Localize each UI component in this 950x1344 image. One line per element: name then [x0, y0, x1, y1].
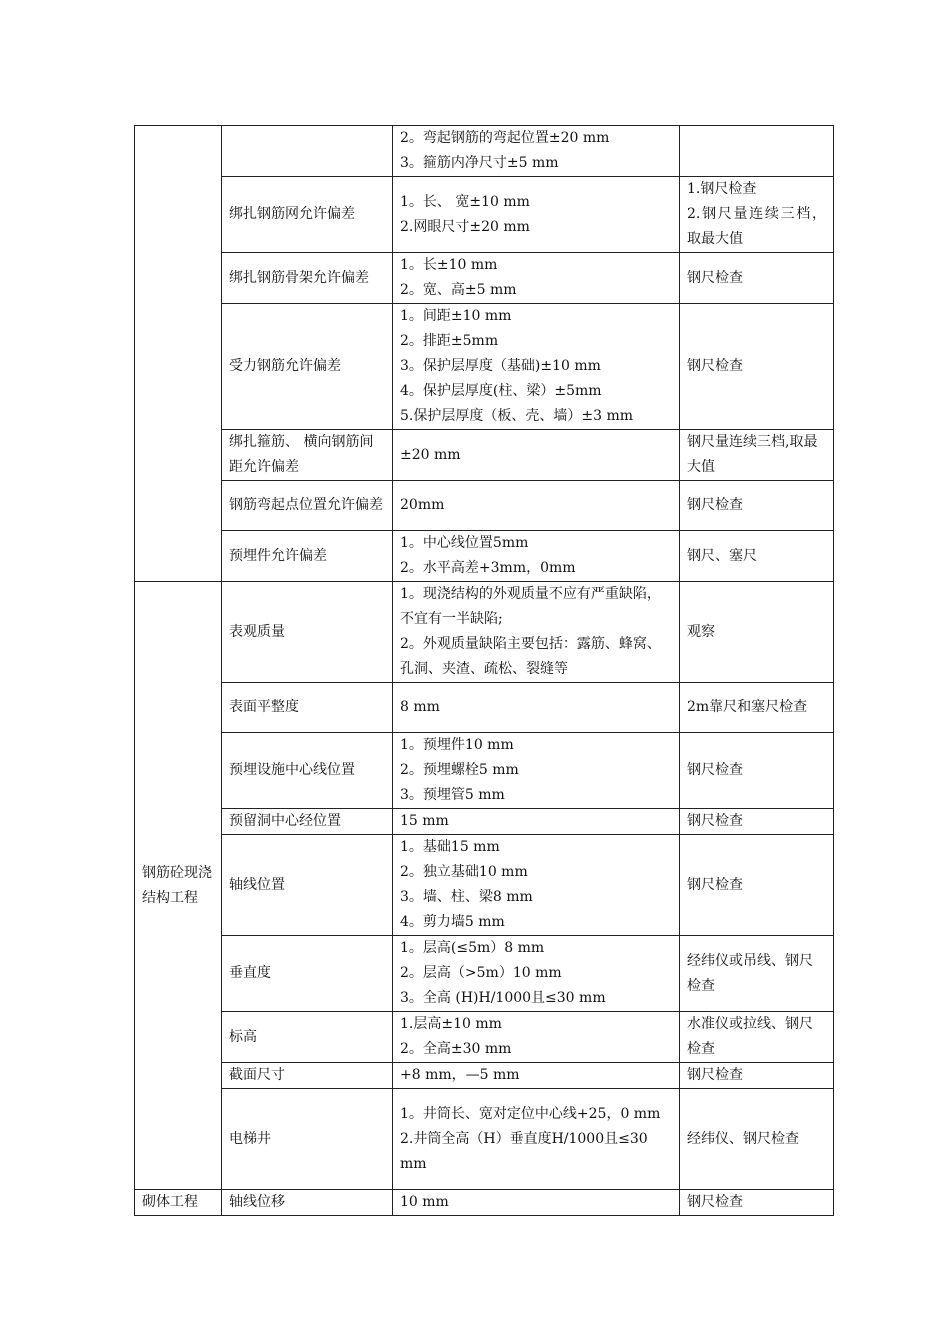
table-row	[135, 304, 834, 430]
method-cell: 钢尺检查	[680, 1063, 834, 1089]
item-cell: 预留洞中心经位置	[222, 809, 393, 835]
method-cell: 经纬仪或吊线、钢尺检查	[680, 936, 834, 1012]
tolerance-cell	[393, 1089, 680, 1190]
tolerance-cell	[393, 304, 680, 430]
table-row	[135, 430, 834, 481]
tolerance-line: 2.井筒全高（H）垂直度H/1000且≤30 mm	[400, 1130, 648, 1172]
tolerance-line: 10 mm	[400, 1194, 449, 1210]
tolerance-line: 2。预埋螺栓5 mm	[400, 762, 519, 778]
tolerance-line: 3。预埋管5 mm	[400, 787, 505, 803]
item-cell: 轴线位移	[222, 1190, 393, 1216]
tolerance-cell	[393, 809, 680, 835]
method-cell	[680, 126, 834, 177]
table-row	[135, 531, 834, 582]
tolerance-line: 1。间距±10 mm	[400, 308, 512, 324]
tolerance-cell	[393, 683, 680, 733]
table-row	[135, 1089, 834, 1190]
tolerance-cell	[393, 1012, 680, 1063]
tolerance-line: 3。全高 (H)H/1000且≤30 mm	[400, 990, 606, 1006]
tolerance-line: 2。外观质量缺陷主要包括：露筋、蜂窝、孔洞、夹渣、疏松、裂缝等	[400, 636, 661, 677]
table-row	[135, 936, 834, 1012]
tolerance-cell	[393, 936, 680, 1012]
item-cell: 表面平整度	[222, 683, 393, 733]
tolerance-cell	[393, 481, 680, 531]
tolerance-line: 8 mm	[400, 699, 440, 715]
tolerance-line: 1。现浇结构的外观质量不应有严重缺陷，不宜有一半缺陷;	[400, 586, 661, 627]
tolerance-cell	[393, 126, 680, 177]
method-cell: 钢尺检查	[680, 835, 834, 936]
table-row	[135, 1063, 834, 1089]
method-cell: 钢尺检查	[680, 253, 834, 304]
section-cell: 钢筋砼现浇结构工程	[135, 582, 222, 1190]
method-cell: 钢尺检查	[680, 733, 834, 809]
method-cell: 钢尺检查	[680, 809, 834, 835]
method-cell: 钢尺量连续三档,取最大值	[680, 430, 834, 481]
tolerance-line: 3。保护层厚度（基础)±10 mm	[400, 358, 601, 374]
table-row	[135, 683, 834, 733]
item-cell: 受力钢筋允许偏差	[222, 304, 393, 430]
method-cell: 2m靠尺和塞尺检查	[680, 683, 834, 733]
method-cell: 1.钢尺检查 2.钢尺量连续三档，取最大值	[680, 177, 834, 253]
tolerance-line: 2.网眼尺寸±20 mm	[400, 218, 530, 235]
tolerance-line: 1。层高(≤5m）8 mm	[400, 940, 545, 956]
tolerance-line: +8 mm，—5 mm	[400, 1067, 520, 1083]
tolerance-cell	[393, 1063, 680, 1089]
tolerance-cell	[393, 835, 680, 936]
tolerance-line: 20mm	[400, 497, 445, 513]
tolerance-cell	[393, 531, 680, 582]
table-row	[135, 1012, 834, 1063]
tolerance-line: 2。水平高差+3mm，0mm	[400, 560, 576, 576]
item-cell: 预埋件允许偏差	[222, 531, 393, 582]
item-cell: 标高	[222, 1012, 393, 1063]
inspection-table	[134, 125, 834, 1216]
tolerance-line: 2。宽、高±5 mm	[400, 282, 517, 298]
tolerance-line: 1。井筒长、宽对定位中心线+25，0 mm	[400, 1105, 661, 1122]
tolerance-line: 3。墙、柱、梁8 mm	[400, 889, 533, 905]
item-cell: 电梯井	[222, 1089, 393, 1190]
method-cell: 经纬仪、钢尺检查	[680, 1089, 834, 1190]
tolerance-line: 15 mm	[400, 813, 449, 829]
tolerance-line: ±20 mm	[400, 446, 461, 463]
table-row	[135, 177, 834, 253]
item-cell: 轴线位置	[222, 835, 393, 936]
item-cell: 钢筋弯起点位置允许偏差	[222, 481, 393, 531]
item-cell: 绑扎箍筋、 横向钢筋间距允许偏差	[222, 430, 393, 481]
table-row	[135, 253, 834, 304]
tolerance-line: 1。长、 宽±10 mm	[400, 193, 530, 210]
item-cell: 截面尺寸	[222, 1063, 393, 1089]
tolerance-line: 1。预埋件10 mm	[400, 737, 514, 753]
tolerance-line: 2。排距±5mm	[400, 333, 499, 349]
method-cell: 钢尺、塞尺	[680, 531, 834, 582]
tolerance-line: 1。长±10 mm	[400, 257, 498, 273]
table-row	[135, 126, 834, 177]
table-row	[135, 582, 834, 683]
method-cell: 钢尺检查	[680, 481, 834, 531]
item-cell: 表观质量	[222, 582, 393, 683]
section-cell	[135, 126, 222, 582]
tolerance-line: 2。全高±30 mm	[400, 1041, 512, 1057]
tolerance-line: 4。保护层厚度(柱、梁）±5mm	[400, 383, 602, 399]
tolerance-line: 4。剪力墙5 mm	[400, 914, 505, 930]
table-row	[135, 1190, 834, 1216]
item-cell: 绑扎钢筋网允许偏差	[222, 177, 393, 253]
method-cell: 钢尺检查	[680, 1190, 834, 1216]
tolerance-line: 1.层高±10 mm	[400, 1016, 502, 1032]
item-cell: 绑扎钢筋骨架允许偏差	[222, 253, 393, 304]
table-row	[135, 835, 834, 936]
tolerance-cell	[393, 582, 680, 683]
tolerance-cell	[393, 253, 680, 304]
method-cell: 观察	[680, 582, 834, 683]
method-cell: 钢尺检查	[680, 304, 834, 430]
tolerance-line: 2。层高（>5m）10 mm	[400, 965, 562, 981]
item-cell: 预埋设施中心线位置	[222, 733, 393, 809]
tolerance-line: 1。中心线位置5mm	[400, 535, 529, 551]
tolerance-line: 2。弯起钢筋的弯起位置±20 mm	[400, 130, 610, 146]
tolerance-cell	[393, 1190, 680, 1216]
tolerance-line: 5.保护层厚度（板、壳、墙）±3 mm	[400, 408, 633, 424]
item-cell	[222, 126, 393, 177]
method-cell: 水准仪或拉线、钢尺检查	[680, 1012, 834, 1063]
table-row	[135, 481, 834, 531]
tolerance-line: 1。基础15 mm	[400, 839, 500, 855]
tolerance-line: 3。箍筋内净尺寸±5 mm	[400, 155, 559, 171]
table-row	[135, 809, 834, 835]
tolerance-cell	[393, 177, 680, 253]
tolerance-cell	[393, 733, 680, 809]
section-cell: 砌体工程	[135, 1190, 222, 1216]
tolerance-line: 2。独立基础10 mm	[400, 864, 528, 880]
tolerance-cell	[393, 430, 680, 481]
table-row	[135, 733, 834, 809]
item-cell: 垂直度	[222, 936, 393, 1012]
